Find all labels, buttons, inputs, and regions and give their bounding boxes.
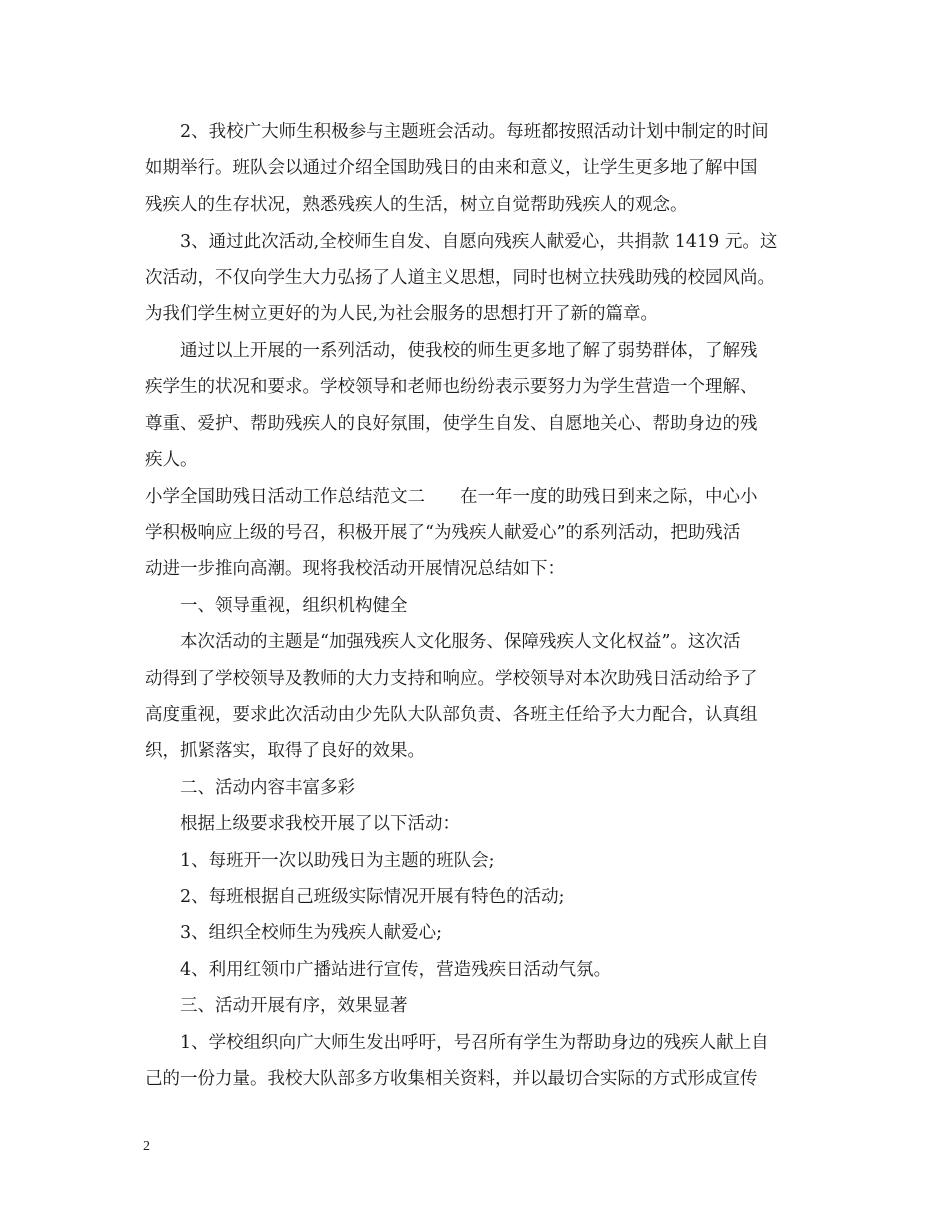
page-number: 2 [143,1139,150,1154]
list-item: 1、每班开一次以助残日为主题的班队会; [180,851,495,871]
text-line: 1、学校组织向广大师生发出呼吁，号召所有学生为帮助身边的残疾人献上自 [180,1033,769,1053]
text-line: 动得到了学校领导及教师的大力支持和响应。学校领导对本次助残日活动给予了 [145,669,758,689]
heading-line: 二、活动内容丰富多彩 [180,778,355,798]
heading-line: 三、活动开展有序，效果显著 [180,996,408,1016]
text-line: 本次活动的主题是“加强残疾人文化服务、保障残疾人文化权益”。这次活 [180,632,741,652]
text-line: 2、我校广大师生积极参与主题班会活动。每班都按照活动计划中制定的时间 [180,122,769,142]
text-line: 高度重视，要求此次活动由少先队大队部负责、各班主任给予大力配合，认真组 [145,705,758,725]
text-line: 通过以上开展的一系列活动，使我校的师生更多地了解了弱势群体，了解残 [180,341,758,361]
heading-line: 一、领导重视，组织机构健全 [180,596,408,616]
text-line: 3、通过此次活动,全校师生自发、自愿向残疾人献爱心，共捐款 1419 元。这 [180,232,778,252]
text-line: 己的一份力量。我校大队部多方收集相关资料，并以最切合实际的方式形成宣传 [145,1069,758,1089]
text-line: 织，抓紧落实，取得了良好的效果。 [145,741,425,761]
text-line: 疾学生的状况和要求。学校领导和老师也纷纷表示要努力为学生营造一个理解、 [145,377,758,397]
text-line: 次活动，不仅向学生大力弘扬了人道主义思想，同时也树立扶残助残的校园风尚。 [145,268,775,288]
text-line: 动进一步推向高潮。现将我校活动开展情况总结如下： [145,559,565,579]
list-item: 2、每班根据自己班级实际情况开展有特色的活动; [180,887,565,907]
text-line: 尊重、爱护、帮助残疾人的良好氛围，使学生自发、自愿地关心、帮助身边的残 [145,414,758,434]
list-item: 4、利用红领巾广播站进行宣传，营造残疾日活动气氛。 [180,960,612,980]
text-line: 为我们学生树立更好的为人民,为社会服务的思想打开了新的篇章。 [145,304,659,324]
text-line: 残疾人的生存状况，熟悉残疾人的生活，树立自觉帮助残疾人的观念。 [145,195,688,215]
list-item: 3、组织全校师生为残疾人献爱心; [180,923,443,943]
text-line: 如期举行。班队会以通过介绍全国助残日的由来和意义，让学生更多地了解中国 [145,158,758,178]
text-line: 疾人。 [145,450,198,470]
text-line: 根据上级要求我校开展了以下活动： [180,814,460,834]
section-heading-line: 小学全国助残日活动工作总结范文二 在一年一度的助残日到来之际，中心小 [145,487,758,507]
text-line: 学积极响应上级的号召，积极开展了“为残疾人献爱心”的系列活动，把助残活 [145,523,741,543]
